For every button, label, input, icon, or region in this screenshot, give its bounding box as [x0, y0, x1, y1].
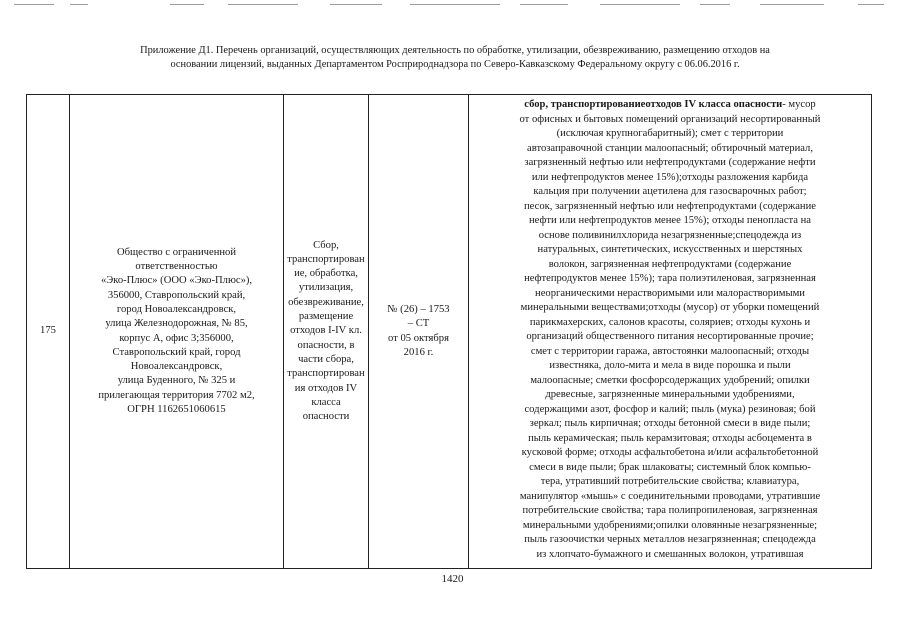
- waste-title: сбор, транспортированиеотходов IV класса опасности: [524, 99, 783, 110]
- waste-line: древесные, загрязненные минеральными удобрениями,: [545, 389, 795, 400]
- license-line: № (26) – 1753: [387, 303, 450, 315]
- waste-line: пыль газоочистки черных металлов незагрязненная; спецодежда: [524, 534, 816, 545]
- waste-line: потребительские свойства; тара полипропиленовая, загрязненная: [522, 505, 818, 516]
- waste-line: из хлопчато-бумажного и смешанных волокон, утратившая: [536, 548, 804, 560]
- activity-line: транспортирован: [287, 368, 365, 380]
- organization-line: ОГРН 1162651060615: [127, 403, 226, 415]
- waste-line: минеральными веществами;отходы (мусор) от уборки помещений: [520, 302, 820, 313]
- license-line: от 05 октября: [388, 332, 449, 344]
- waste-line: кусковой форме; отходы асфальтобетона и/или асфальтобетонной: [521, 447, 819, 458]
- waste-line: зеркал; пыль кирпичная; отходы бетонной смеси в виде пыли;: [529, 418, 811, 429]
- header-line-1: Приложение Д1. Перечень организаций, осуществляющих деятельность по обработке, утилизации, обезвреживанию, размещению отходов на: [140, 45, 770, 56]
- waste-line: нефтепродуктов менее 15%); тара полиэтиленовая, загрязненная: [524, 273, 816, 284]
- waste-line: малоопасные; сметки фосфорсодержащих удобрений; опилки: [530, 374, 810, 386]
- organization-line: Общество с ограниченной: [116, 246, 237, 258]
- waste-line: известняка, доло-мита и мела в виде порошка и пыли: [549, 360, 791, 371]
- activity-line: транспортирован: [287, 253, 365, 265]
- organization-line: улица Буденного, № 325 и: [117, 375, 236, 387]
- activity-line: класса: [311, 396, 341, 408]
- license-line: – СТ: [407, 318, 430, 330]
- organization-line: улица Железнодорожная, № 85,: [105, 318, 248, 330]
- page-number: 1420: [441, 573, 464, 585]
- waste-line: нефти или нефтепродуктов менее 15%); отходы пенопласта на: [528, 215, 812, 226]
- waste-line: пыль керамическая; пыль керамзитовая; отходы асбоцемента в: [528, 432, 812, 444]
- waste-line: (исключая крупногабаритный); смет с территории: [556, 128, 784, 139]
- activity-line: опасности, в: [297, 339, 355, 351]
- waste-line: от офисных и бытовых помещений организаций несортированный: [519, 113, 821, 125]
- organization-cell: [70, 95, 284, 569]
- waste-line: или нефтепродуктов менее 15%);отходы разложения карбида: [531, 171, 809, 183]
- organization-line: «Эко-Плюс» (ООО «Эко-Плюс»),: [100, 275, 253, 287]
- waste-types-cell: [469, 95, 872, 569]
- organization-line: прилегающая территория 7702 м2,: [98, 389, 255, 401]
- waste-line-first: [473, 98, 867, 113]
- organization-line: ответственностью: [135, 261, 218, 273]
- row-number-cell: [27, 95, 70, 569]
- waste-line: кальция при получении ацетилена для газосварочных работ;: [533, 186, 807, 197]
- waste-line: смеси в виде пыли; брак шлаковаты; системный блок компью-: [529, 461, 811, 473]
- waste-line: парикмахерских, салонов красоты, соляриев; отходы кухонь и: [529, 316, 811, 328]
- waste-line: содержащими азот, фосфор и калий; пыль (мука) резиновая; бой: [524, 403, 816, 415]
- waste-line: организаций общественного питания несортированные прочие;: [526, 331, 814, 342]
- activity-line: утилизация,: [298, 282, 354, 294]
- waste-line: манипулятор «мышь» с соединительными проводами, утратившие: [519, 490, 821, 502]
- organization-line: 356000, Ставропольский край,: [107, 289, 246, 301]
- waste-line: автозаправочной станции малоопасный; обтирочный материал,: [527, 142, 813, 154]
- license-line: 2016 г.: [403, 346, 434, 358]
- activity-line: ия отходов IV: [294, 382, 358, 394]
- activity-line: отходов I-IV кл.: [290, 325, 362, 337]
- organizations-table: [26, 94, 872, 569]
- waste-line: смет с территории гаража, автостоянки малоопасный; отходы: [530, 345, 810, 357]
- waste-line: песок, загрязненный нефтью или нефтепродуктами (содержание: [524, 200, 816, 212]
- waste-line: основе поливинилхлорида незагрязненные;спецодежда из: [538, 229, 802, 241]
- scan-noise: [0, 0, 905, 12]
- waste-line: натуральных, синтетических, искусственных и шерстяных: [537, 244, 803, 255]
- organization-line: Ставропольский край, город: [112, 346, 241, 358]
- activity-line: опасности: [302, 411, 350, 423]
- activity-line: части сбора,: [298, 353, 354, 365]
- table-row: [27, 95, 872, 569]
- license-cell: [369, 95, 469, 569]
- organization-line: город Новоалександровск,: [116, 303, 237, 315]
- waste-line: загрязненный нефтью или нефтепродуктами (содержание нефти: [524, 157, 816, 168]
- waste-line: неорганическими нерастворимыми или малорастворимыми: [535, 287, 805, 299]
- row-number: 175: [40, 325, 56, 337]
- activity-line: Сбор,: [313, 239, 339, 251]
- waste-line: волокон, загрязненная нефтепродуктами (содержание: [548, 258, 792, 270]
- activity-line: обезвреживание,: [288, 296, 364, 308]
- waste-line: тера, утративший потребительские свойства; клавиатура,: [540, 476, 800, 487]
- activity-line: размещение: [298, 311, 354, 323]
- organization-line: корпус А, офис 3;356000,: [119, 332, 234, 344]
- header-line-2: основании лицензий, выданных Департаментом Росприроднадзора по Северо-Кавказскому Федеральному округу с 06.06.2016 г.: [170, 59, 740, 70]
- activity-cell: [284, 95, 369, 569]
- waste-line: минеральными удобрениями;опилки оловянные незагрязненные;: [522, 519, 818, 531]
- waste-line: - мусор: [782, 99, 816, 110]
- organization-line: Новоалександровск,: [130, 361, 223, 373]
- document-header: [40, 44, 870, 72]
- activity-line: ие, обработка,: [294, 268, 358, 280]
